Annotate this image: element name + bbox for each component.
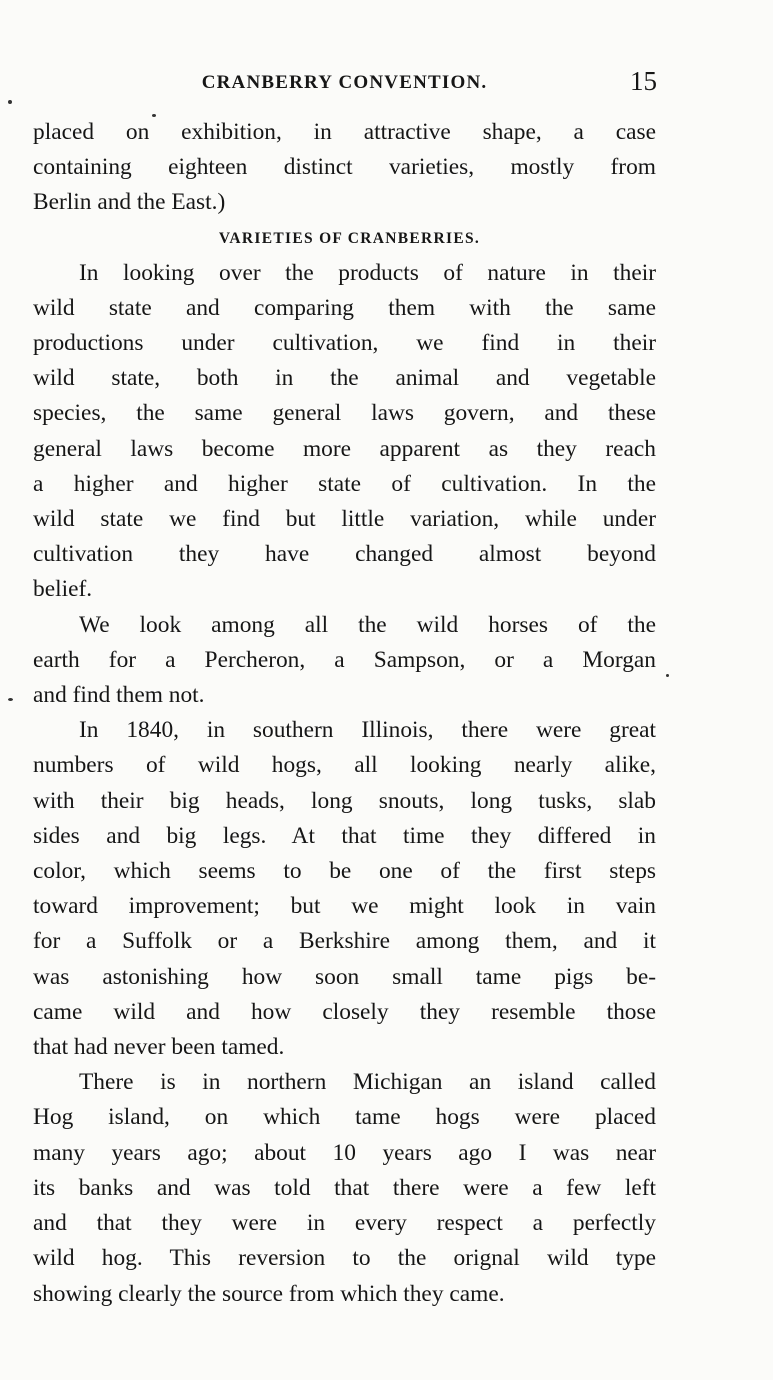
body-text <box>33 115 656 1312</box>
text-line: with their big heads, long snouts, long tusks, slab <box>33 787 656 814</box>
print-speck <box>152 114 156 117</box>
paragraph <box>33 115 656 221</box>
text-line: was astonishing how soon small tame pigs be- <box>33 963 656 990</box>
text-line: placed on exhibition, in attractive shape, a case <box>33 119 656 145</box>
text-line: containing eighteen distinct varieties, mostly from <box>33 154 656 181</box>
paragraph <box>33 713 656 1065</box>
text-line: cultivation they have changed almost beyond <box>33 541 656 568</box>
running-head: CRANBERRY CONVENTION. <box>201 72 488 93</box>
text-line: productions under cultivation, we find in their <box>33 330 656 357</box>
text-line: In looking over the products of nature in their <box>79 259 656 286</box>
text-line: earth for a Percheron, a Sampson, or a Morgan <box>33 646 656 673</box>
text-line: that had never been tamed. <box>33 1034 285 1061</box>
text-line: There is in northern Michigan an island called <box>79 1069 656 1096</box>
text-line: Hog island, on which tame hogs were placed <box>33 1104 656 1131</box>
print-speck <box>8 698 13 701</box>
text-line: for a Suffolk or a Berkshire among them, and it <box>33 928 656 955</box>
page-header <box>32 66 657 106</box>
text-line: We look among all the wild horses of the <box>79 611 656 638</box>
text-line: wild state and comparing them with the same <box>33 294 656 321</box>
print-speck <box>666 674 669 677</box>
text-line: In 1840, in southern Illinois, there were great <box>79 717 656 744</box>
text-line: wild state, both in the animal and vegetable <box>33 365 656 392</box>
text-line: wild hog. This reversion to the orignal wild type <box>33 1245 656 1272</box>
text-line: species, the same general laws govern, and these <box>33 400 656 427</box>
text-line: its banks and was told that there were a few left <box>33 1174 656 1201</box>
text-line: many years ago; about 10 years ago I was near <box>33 1139 656 1166</box>
text-line: wild state we find but little variation, while under <box>33 506 656 533</box>
text-line: showing clearly the source from which they came. <box>33 1280 505 1307</box>
text-line: general laws become more apparent as they reach <box>33 435 656 462</box>
text-line: belief. <box>33 576 93 603</box>
text-line: came wild and how closely they resemble those <box>33 998 656 1025</box>
text-line: Berlin and the East.) <box>33 189 226 216</box>
text-line: and that they were in every respect a perfectly <box>33 1210 656 1237</box>
page-number: 15 <box>630 66 657 96</box>
text-line: a higher and higher state of cultivation. In the <box>33 470 656 497</box>
paragraph <box>33 1065 656 1311</box>
text-line: numbers of wild hogs, all looking nearly alike, <box>33 752 656 779</box>
print-speck <box>8 100 12 104</box>
paragraph <box>33 608 656 714</box>
paragraph <box>33 256 656 608</box>
text-line: sides and big legs. At that time they differed in <box>33 822 656 849</box>
text-line: and find them not. <box>33 682 205 709</box>
text-line: color, which seems to be one of the first steps <box>33 858 656 885</box>
text-line: toward improvement; but we might look in vain <box>33 893 656 920</box>
section-heading: VARIETIES OF CRANBERRIES. <box>218 229 481 247</box>
